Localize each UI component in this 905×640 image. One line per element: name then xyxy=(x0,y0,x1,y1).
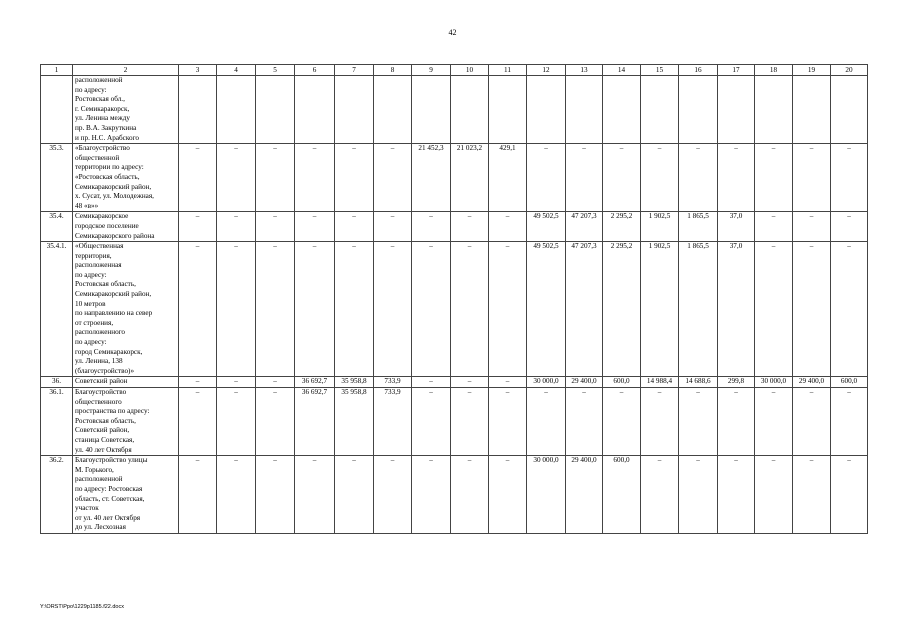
column-number-4: 4 xyxy=(217,65,256,76)
value-cell: – xyxy=(179,144,217,212)
table-row xyxy=(41,144,868,212)
value-cell: – xyxy=(718,388,755,456)
object-name: Благоустройство общественного пространства по адресу: Ростовская область, Советский район, станица Советская, ул. 40 лет Октября xyxy=(73,388,179,456)
value-cell xyxy=(412,76,451,144)
value-cell: – xyxy=(641,144,679,212)
value-cell: 35 958,8 xyxy=(335,388,374,456)
value-cell: – xyxy=(335,212,374,242)
value-cell: – xyxy=(295,242,335,377)
value-cell: 733,9 xyxy=(374,388,412,456)
column-number-7: 7 xyxy=(335,65,374,76)
table-row xyxy=(41,388,868,456)
value-cell: – xyxy=(412,388,451,456)
object-name: Семикаракорское городское поселение Семикаракорского района xyxy=(73,212,179,242)
value-cell: – xyxy=(256,144,295,212)
value-cell: – xyxy=(374,456,412,534)
value-cell xyxy=(179,76,217,144)
value-cell: – xyxy=(256,212,295,242)
column-number-6: 6 xyxy=(295,65,335,76)
value-cell: – xyxy=(179,377,217,388)
value-cell: 299,8 xyxy=(718,377,755,388)
row-number xyxy=(41,76,73,144)
value-cell xyxy=(603,76,641,144)
table-row xyxy=(41,76,868,144)
value-cell: – xyxy=(451,242,489,377)
value-cell: – xyxy=(295,456,335,534)
column-number-18: 18 xyxy=(755,65,793,76)
column-number-12: 12 xyxy=(527,65,566,76)
column-number-16: 16 xyxy=(679,65,718,76)
value-cell: 47 207,3 xyxy=(566,242,603,377)
value-cell: 29 400,0 xyxy=(793,377,831,388)
value-cell: – xyxy=(489,242,527,377)
value-cell xyxy=(489,76,527,144)
value-cell: – xyxy=(179,212,217,242)
value-cell: 21 023,2 xyxy=(451,144,489,212)
value-cell: – xyxy=(179,456,217,534)
object-name: Советский район xyxy=(73,377,179,388)
value-cell: – xyxy=(217,144,256,212)
value-cell: – xyxy=(412,377,451,388)
value-cell: – xyxy=(793,242,831,377)
value-cell xyxy=(793,76,831,144)
value-cell: – xyxy=(603,388,641,456)
value-cell: – xyxy=(217,377,256,388)
value-cell xyxy=(831,76,868,144)
row-number: 36.2. xyxy=(41,456,73,534)
row-number: 36. xyxy=(41,377,73,388)
value-cell: – xyxy=(412,242,451,377)
value-cell: – xyxy=(489,456,527,534)
value-cell: – xyxy=(755,456,793,534)
value-cell: – xyxy=(335,144,374,212)
value-cell: – xyxy=(793,212,831,242)
value-cell: – xyxy=(217,212,256,242)
value-cell: – xyxy=(831,456,868,534)
value-cell: – xyxy=(295,212,335,242)
value-cell: 14 688,6 xyxy=(679,377,718,388)
value-cell: – xyxy=(603,144,641,212)
value-cell: 30 000,0 xyxy=(527,377,566,388)
value-cell: – xyxy=(679,388,718,456)
column-number-1: 1 xyxy=(41,65,73,76)
value-cell: 1 865,5 xyxy=(679,242,718,377)
value-cell: – xyxy=(295,144,335,212)
value-cell xyxy=(527,76,566,144)
object-name: «Благоустройство общественной территории по адресу: «Ростовская область, Семикаракорский район, х. Сусат, ул. Молодежная, 48 «в»» xyxy=(73,144,179,212)
value-cell: 49 502,5 xyxy=(527,242,566,377)
row-number: 35.3. xyxy=(41,144,73,212)
value-cell: – xyxy=(451,388,489,456)
value-cell: – xyxy=(179,388,217,456)
value-cell: – xyxy=(179,242,217,377)
value-cell xyxy=(374,76,412,144)
value-cell: – xyxy=(412,212,451,242)
value-cell: 600,0 xyxy=(603,377,641,388)
value-cell: – xyxy=(489,388,527,456)
value-cell: 2 295,2 xyxy=(603,212,641,242)
value-cell: – xyxy=(755,388,793,456)
value-cell: – xyxy=(755,242,793,377)
value-cell: 733,9 xyxy=(374,377,412,388)
value-cell: – xyxy=(256,242,295,377)
value-cell xyxy=(641,76,679,144)
value-cell: – xyxy=(831,242,868,377)
value-cell: 14 988,4 xyxy=(641,377,679,388)
column-number-2: 2 xyxy=(73,65,179,76)
value-cell: – xyxy=(718,144,755,212)
value-cell xyxy=(217,76,256,144)
value-cell xyxy=(451,76,489,144)
row-number: 36.1. xyxy=(41,388,73,456)
value-cell xyxy=(566,76,603,144)
header-row xyxy=(41,65,868,76)
value-cell: 600,0 xyxy=(831,377,868,388)
file-path-footer: Y:\ORST\Ppo\1229p1185.f22.docx xyxy=(40,604,124,610)
value-cell: – xyxy=(679,456,718,534)
value-cell: 429,1 xyxy=(489,144,527,212)
table-row xyxy=(41,377,868,388)
column-number-17: 17 xyxy=(718,65,755,76)
value-cell: – xyxy=(793,456,831,534)
column-number-11: 11 xyxy=(489,65,527,76)
value-cell: – xyxy=(566,388,603,456)
value-cell xyxy=(679,76,718,144)
value-cell: – xyxy=(679,144,718,212)
value-cell: 49 502,5 xyxy=(527,212,566,242)
column-number-15: 15 xyxy=(641,65,679,76)
value-cell: – xyxy=(217,456,256,534)
value-cell: – xyxy=(831,144,868,212)
column-number-19: 19 xyxy=(793,65,831,76)
table-row xyxy=(41,242,868,377)
value-cell: – xyxy=(374,242,412,377)
value-cell: – xyxy=(256,456,295,534)
value-cell: 1 902,5 xyxy=(641,242,679,377)
value-cell: – xyxy=(527,388,566,456)
value-cell: – xyxy=(831,388,868,456)
value-cell: – xyxy=(217,242,256,377)
column-number-3: 3 xyxy=(179,65,217,76)
value-cell: 30 000,0 xyxy=(527,456,566,534)
value-cell: 29 400,0 xyxy=(566,456,603,534)
value-cell: 37,0 xyxy=(718,242,755,377)
value-cell: – xyxy=(755,212,793,242)
value-cell: – xyxy=(217,388,256,456)
column-number-9: 9 xyxy=(412,65,451,76)
value-cell: – xyxy=(374,144,412,212)
value-cell xyxy=(256,76,295,144)
value-cell xyxy=(755,76,793,144)
value-cell: 2 295,2 xyxy=(603,242,641,377)
value-cell: – xyxy=(256,388,295,456)
table-row xyxy=(41,456,868,534)
value-cell: 21 452,3 xyxy=(412,144,451,212)
object-name: Благоустройство улицы М. Горького, расположенной по адресу: Ростовская область, ст. Советская, участок от ул. 40 лет Октября до ул. Лесхозная xyxy=(73,456,179,534)
object-name: «Общественная территория, расположенная по адресу: Ростовская область, Семикаракорский район, 10 метров по направлению на север от строения, расположенного по адресу: город Семикаракорск, ул. Ленина, 138 (благоустройство)» xyxy=(73,242,179,377)
row-number: 35.4.1. xyxy=(41,242,73,377)
column-number-14: 14 xyxy=(603,65,641,76)
value-cell: – xyxy=(566,144,603,212)
value-cell xyxy=(718,76,755,144)
value-cell: – xyxy=(451,377,489,388)
budget-table xyxy=(40,64,868,534)
value-cell: – xyxy=(489,377,527,388)
value-cell: – xyxy=(451,212,489,242)
value-cell: 1 865,5 xyxy=(679,212,718,242)
value-cell: 29 400,0 xyxy=(566,377,603,388)
value-cell: – xyxy=(793,144,831,212)
value-cell: – xyxy=(718,456,755,534)
value-cell: – xyxy=(412,456,451,534)
value-cell: 1 902,5 xyxy=(641,212,679,242)
value-cell xyxy=(335,76,374,144)
value-cell: – xyxy=(641,456,679,534)
value-cell: – xyxy=(527,144,566,212)
column-number-13: 13 xyxy=(566,65,603,76)
page-number: 42 xyxy=(448,28,457,37)
column-number-20: 20 xyxy=(831,65,868,76)
value-cell: – xyxy=(641,388,679,456)
column-number-5: 5 xyxy=(256,65,295,76)
value-cell: – xyxy=(335,456,374,534)
value-cell: 30 000,0 xyxy=(755,377,793,388)
column-number-8: 8 xyxy=(374,65,412,76)
value-cell: 36 692,7 xyxy=(295,388,335,456)
value-cell: 36 692,7 xyxy=(295,377,335,388)
value-cell: – xyxy=(755,144,793,212)
value-cell: – xyxy=(831,212,868,242)
value-cell: – xyxy=(489,212,527,242)
value-cell: 35 958,8 xyxy=(335,377,374,388)
value-cell: 600,0 xyxy=(603,456,641,534)
value-cell: 47 207,3 xyxy=(566,212,603,242)
column-number-10: 10 xyxy=(451,65,489,76)
row-number: 35.4. xyxy=(41,212,73,242)
value-cell: – xyxy=(374,212,412,242)
table-row xyxy=(41,212,868,242)
value-cell xyxy=(295,76,335,144)
value-cell: – xyxy=(335,242,374,377)
value-cell: – xyxy=(793,388,831,456)
value-cell: – xyxy=(256,377,295,388)
object-name: расположенной по адресу: Ростовская обл., г. Семикаракорск, ул. Ленина между пр. В.А. Закруткина и пр. Н.С. Арабского xyxy=(73,76,179,144)
value-cell: 37,0 xyxy=(718,212,755,242)
value-cell: – xyxy=(451,456,489,534)
